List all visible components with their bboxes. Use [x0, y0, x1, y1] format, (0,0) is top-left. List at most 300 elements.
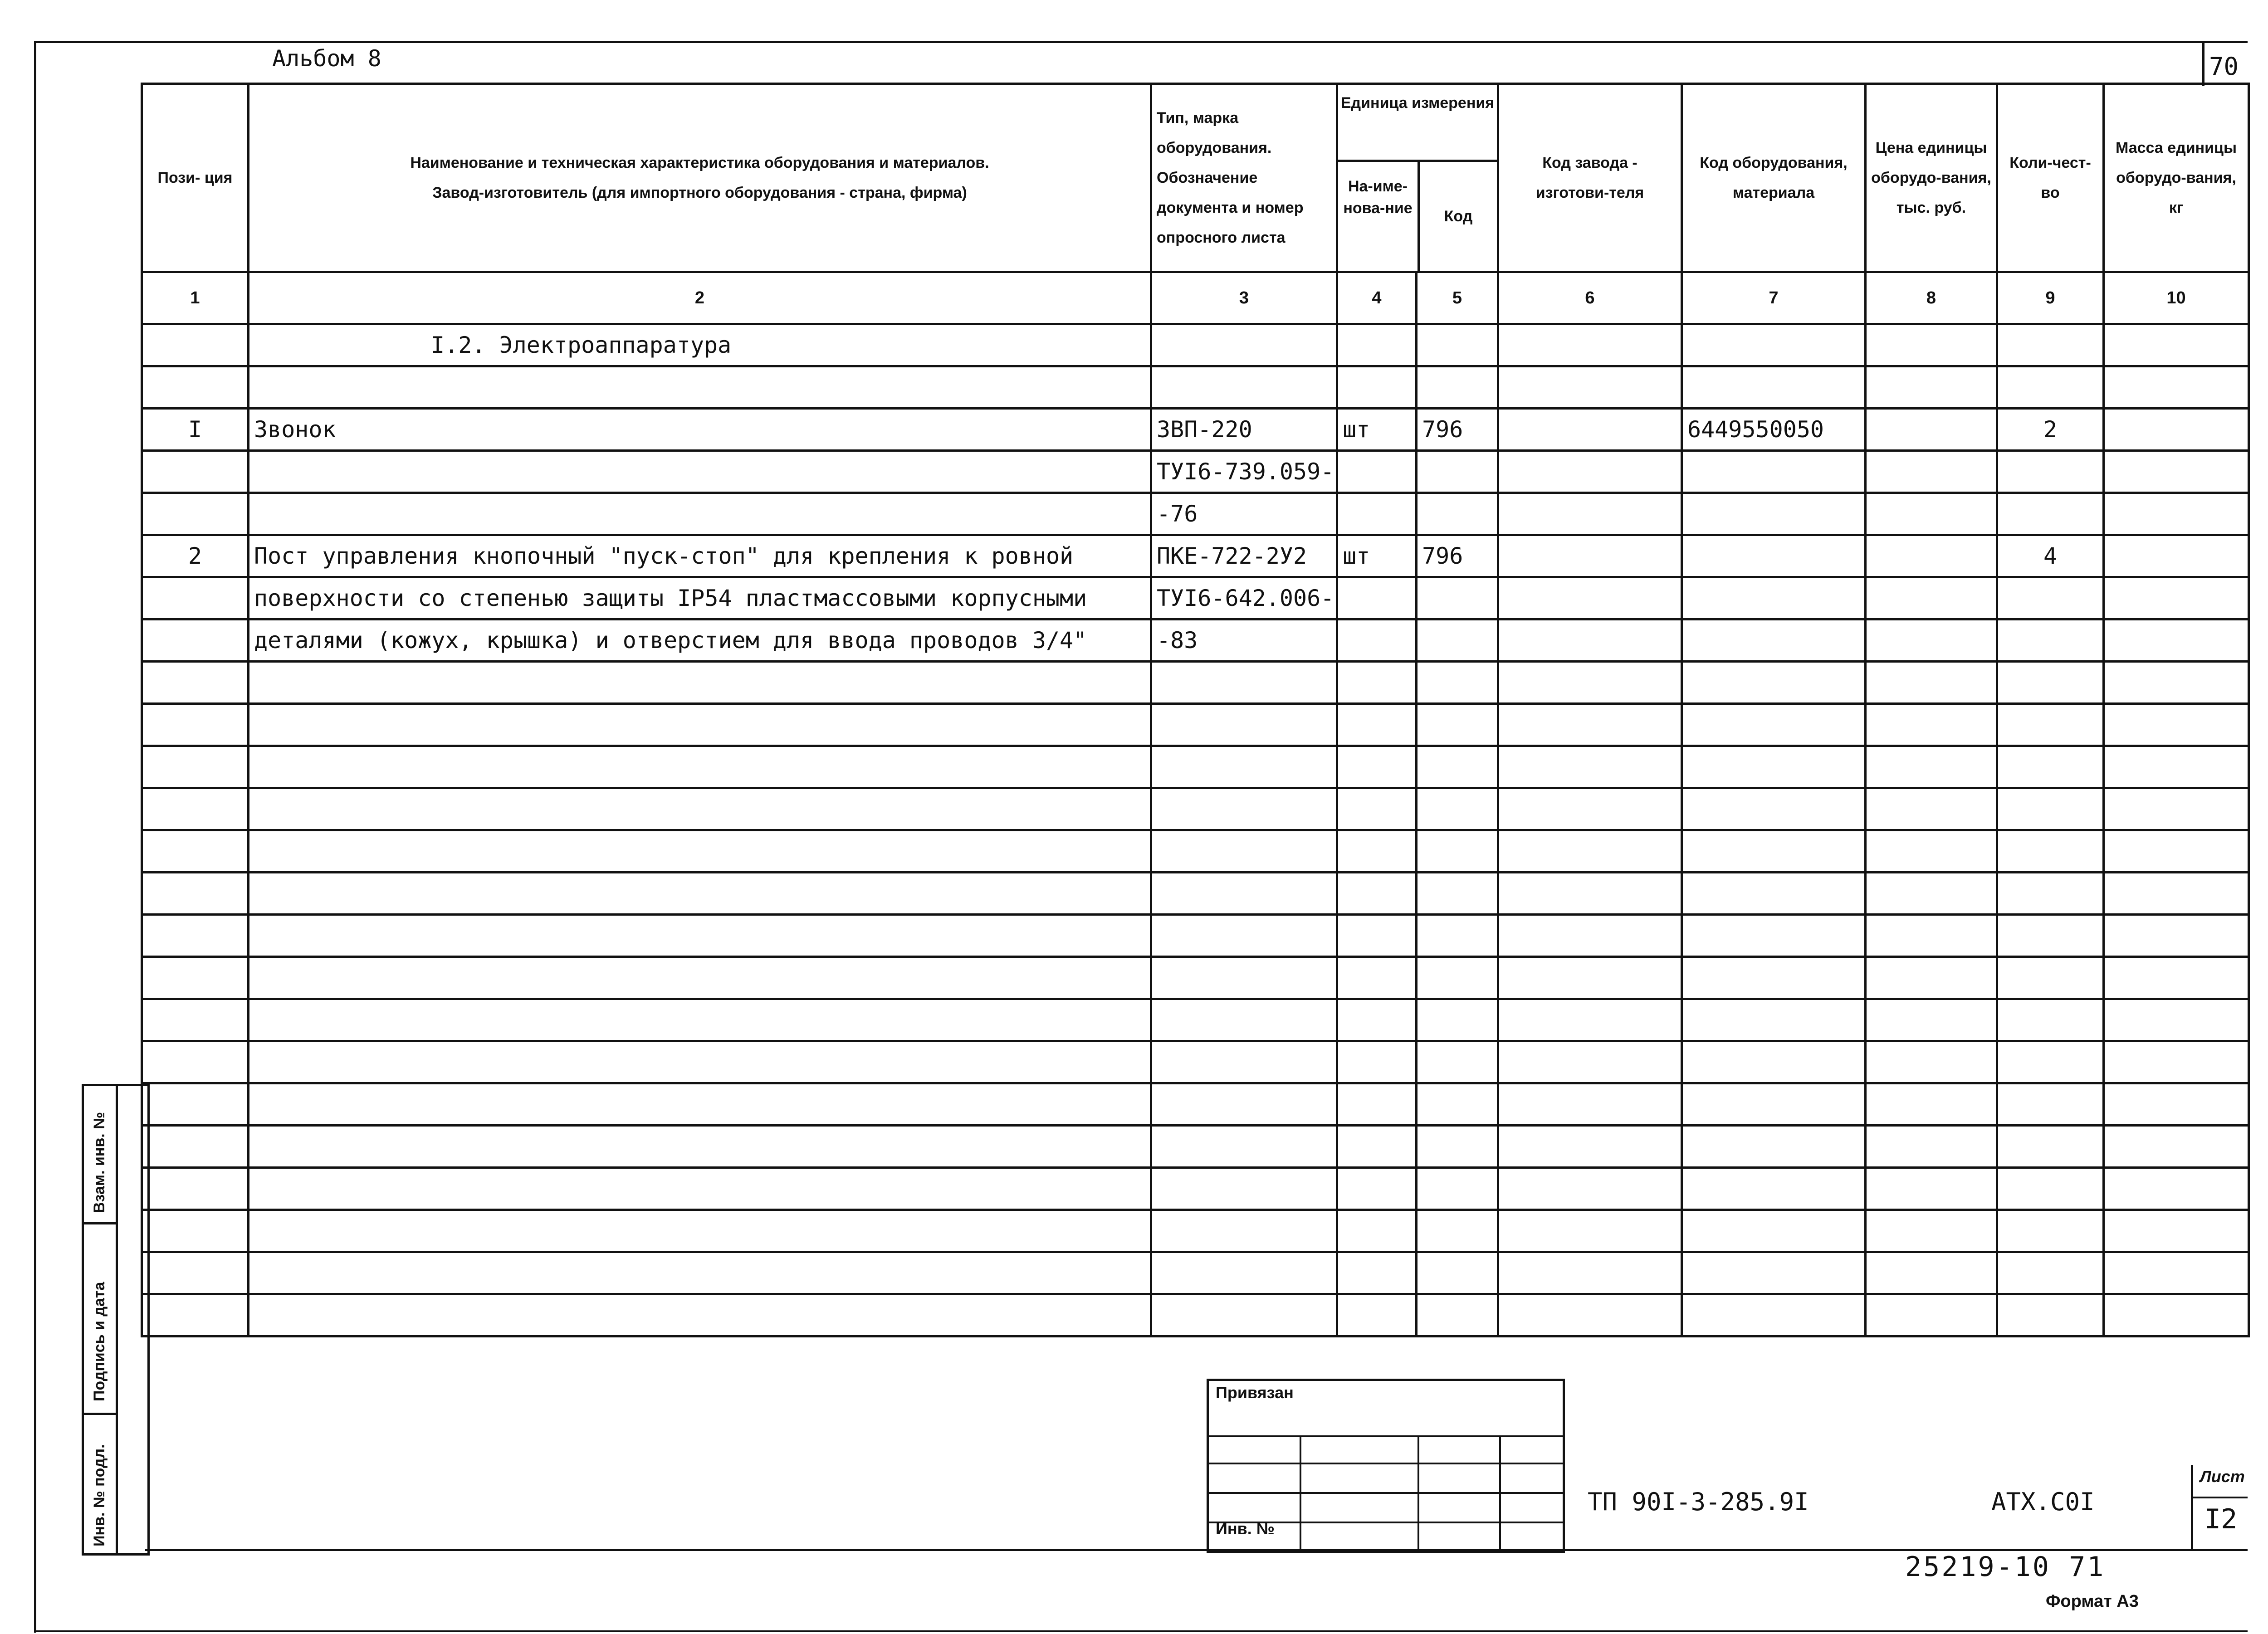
- cell-factory-code: [1498, 1126, 1682, 1168]
- cell-factory-code: [1498, 830, 1682, 873]
- cell-equipment-code: [1682, 915, 1866, 957]
- cell-mass: [2104, 1126, 2249, 1168]
- header-name: Наименование и техническая характеристика оборудования и материалов. Завод-изготовитель (для импортного оборудования - страна, фирма): [249, 84, 1151, 272]
- header-unit-group: Единица измерения: [1338, 85, 1497, 162]
- document-suffix: АТХ.С0I: [1991, 1488, 2095, 1516]
- cell-mass: [2104, 535, 2249, 577]
- cell-factory-code: [1498, 746, 1682, 788]
- header-unit-split: [1338, 85, 1497, 271]
- stamp-strip: [82, 1084, 150, 1556]
- stamp-divider: [116, 1086, 118, 1553]
- cell-position: [142, 1083, 249, 1126]
- cell-mass: [2104, 788, 2249, 830]
- column-number: 1: [142, 272, 249, 324]
- cell-mass: [2104, 662, 2249, 704]
- cell-unit-code: [1417, 577, 1498, 619]
- cell-price: [1866, 451, 1997, 493]
- header-unit-name: На-име-нова-ние: [1338, 162, 1420, 271]
- cell-name: [249, 873, 1151, 915]
- stamp-podpis-label: Подпись и дата: [91, 1282, 108, 1401]
- cell-factory-code: [1498, 1083, 1682, 1126]
- cell-name: [249, 1294, 1151, 1336]
- cell-unit-code: [1417, 788, 1498, 830]
- cell-factory-code: [1498, 873, 1682, 915]
- table-row: [142, 1041, 2249, 1083]
- sheet-number: I2: [2204, 1503, 2238, 1535]
- cell-equipment-code: [1682, 999, 1866, 1041]
- sheet-box-rule: [2191, 1497, 2248, 1498]
- cell-type: [1151, 366, 1337, 409]
- cell-equipment-code: [1682, 619, 1866, 662]
- cell-unit-code: [1417, 493, 1498, 535]
- cell-name: [249, 493, 1151, 535]
- cell-type: [1151, 915, 1337, 957]
- cell-name: [249, 662, 1151, 704]
- table-row: [142, 999, 2249, 1041]
- cell-price: [1866, 324, 1997, 366]
- cell-unit: [1337, 873, 1417, 915]
- column-number: 9: [1997, 272, 2104, 324]
- cell-type: [1151, 1041, 1337, 1083]
- bound-box-divider: [1499, 1435, 1501, 1551]
- cell-quantity: [1997, 788, 2104, 830]
- cell-quantity: [1997, 999, 2104, 1041]
- stamp-inv-podl-label: Инв. № подл.: [91, 1444, 108, 1546]
- cell-unit-code: [1417, 1210, 1498, 1252]
- cell-price: [1866, 619, 1997, 662]
- cell-mass: [2104, 957, 2249, 999]
- cell-unit: [1337, 746, 1417, 788]
- cell-price: [1866, 1210, 1997, 1252]
- cell-equipment-code: [1682, 1210, 1866, 1252]
- cell-factory-code: [1498, 704, 1682, 746]
- cell-unit-code: [1417, 324, 1498, 366]
- cell-position: [142, 1126, 249, 1168]
- cell-position: [142, 788, 249, 830]
- cell-price: [1866, 746, 1997, 788]
- column-number: 3: [1151, 272, 1337, 324]
- cell-factory-code: [1498, 409, 1682, 451]
- cell-mass: [2104, 577, 2249, 619]
- cell-name: [249, 999, 1151, 1041]
- cell-price: [1866, 915, 1997, 957]
- cell-unit: [1337, 704, 1417, 746]
- cell-quantity: [1997, 1210, 2104, 1252]
- cell-type: ПКЕ-722-2У2: [1151, 535, 1337, 577]
- table-row: [142, 704, 2249, 746]
- cell-quantity: 4: [1997, 535, 2104, 577]
- cell-position: [142, 746, 249, 788]
- cell-unit-code: [1417, 1294, 1498, 1336]
- cell-name: [249, 1210, 1151, 1252]
- cell-price: [1866, 1294, 1997, 1336]
- cell-type: [1151, 662, 1337, 704]
- cell-factory-code: [1498, 1294, 1682, 1336]
- cell-unit: [1337, 451, 1417, 493]
- cell-position: [142, 577, 249, 619]
- header-quantity: Коли-чест-во: [1997, 84, 2104, 272]
- cell-mass: [2104, 1041, 2249, 1083]
- cell-position: [142, 957, 249, 999]
- cell-unit: [1337, 577, 1417, 619]
- table-row: [142, 324, 2249, 366]
- cell-mass: [2104, 451, 2249, 493]
- bound-box-rule: [1209, 1492, 1563, 1494]
- cell-type: [1151, 1252, 1337, 1294]
- table-row: [142, 493, 2249, 535]
- cell-unit: [1337, 1168, 1417, 1210]
- cell-price: [1866, 1252, 1997, 1294]
- cell-price: [1866, 535, 1997, 577]
- cell-factory-code: [1498, 662, 1682, 704]
- cell-factory-code: [1498, 493, 1682, 535]
- cell-price: [1866, 957, 1997, 999]
- bound-box-divider: [1300, 1435, 1301, 1551]
- frame-left-border: [34, 41, 36, 1633]
- cell-unit-code: [1417, 1252, 1498, 1294]
- cell-position: [142, 873, 249, 915]
- cell-mass: [2104, 999, 2249, 1041]
- cell-quantity: [1997, 1168, 2104, 1210]
- cell-unit-code: 796: [1417, 535, 1498, 577]
- cell-price: [1866, 999, 1997, 1041]
- cell-type: [1151, 830, 1337, 873]
- cell-name: [249, 830, 1151, 873]
- cell-name: [249, 366, 1151, 409]
- header-factory-code: Код завода - изготови-теля: [1498, 84, 1682, 272]
- sheet-label: Лист: [2200, 1467, 2245, 1486]
- cell-unit-code: [1417, 704, 1498, 746]
- cell-quantity: [1997, 1083, 2104, 1126]
- bottom-border: [34, 1630, 2248, 1632]
- cell-unit: [1337, 999, 1417, 1041]
- cell-name: Звонок: [249, 409, 1151, 451]
- cell-quantity: [1997, 1294, 2104, 1336]
- cell-position: [142, 1252, 249, 1294]
- cell-name: [249, 1083, 1151, 1126]
- document-code: ТП 90I-3-285.9I: [1588, 1488, 1809, 1516]
- cell-quantity: [1997, 830, 2104, 873]
- stamp-cell-podpis: [84, 1224, 116, 1415]
- cell-position: [142, 1168, 249, 1210]
- cell-factory-code: [1498, 915, 1682, 957]
- cell-quantity: [1997, 324, 2104, 366]
- cell-price: [1866, 830, 1997, 873]
- cell-unit-code: 796: [1417, 409, 1498, 451]
- cell-position: [142, 662, 249, 704]
- table-header-row: [142, 84, 2249, 272]
- table-row: [142, 788, 2249, 830]
- column-number: 2: [249, 272, 1151, 324]
- cell-position: [142, 493, 249, 535]
- cell-equipment-code: [1682, 535, 1866, 577]
- cell-quantity: [1997, 873, 2104, 915]
- bound-box-rule: [1209, 1463, 1563, 1464]
- header-equipment-code: Код оборудования, материала: [1682, 84, 1866, 272]
- cell-position: [142, 704, 249, 746]
- cell-mass: [2104, 1252, 2249, 1294]
- bound-label: Привязан: [1216, 1383, 1294, 1402]
- cell-price: [1866, 366, 1997, 409]
- cell-unit: [1337, 493, 1417, 535]
- cell-name: [249, 957, 1151, 999]
- cell-type: ТУI6-739.059-: [1151, 451, 1337, 493]
- column-number: 6: [1498, 272, 1682, 324]
- header-type: Тип, марка оборудования. Обозначение документа и номер опросного листа: [1151, 84, 1337, 272]
- cell-position: [142, 999, 249, 1041]
- cell-mass: [2104, 873, 2249, 915]
- cell-unit-code: [1417, 999, 1498, 1041]
- cell-unit: [1337, 619, 1417, 662]
- cell-position: [142, 451, 249, 493]
- format-label: Формат А3: [2046, 1592, 2139, 1611]
- cell-mass: [2104, 1083, 2249, 1126]
- cell-quantity: [1997, 746, 2104, 788]
- column-number: 10: [2104, 272, 2249, 324]
- cell-price: [1866, 788, 1997, 830]
- cell-type: [1151, 324, 1337, 366]
- table-row: [142, 746, 2249, 788]
- cell-position: [142, 619, 249, 662]
- cell-factory-code: [1498, 957, 1682, 999]
- cell-price: [1866, 1168, 1997, 1210]
- cell-name: деталями (кожух, крышка) и отверстием для ввода проводов 3/4": [249, 619, 1151, 662]
- stamp-cell-vzam: [84, 1086, 116, 1224]
- cell-quantity: [1997, 451, 2104, 493]
- column-number: 7: [1682, 272, 1866, 324]
- cell-type: ТУI6-642.006-: [1151, 577, 1337, 619]
- table-row: [142, 535, 2249, 577]
- cell-price: [1866, 577, 1997, 619]
- page-number: 70: [2209, 52, 2239, 81]
- cell-unit-code: [1417, 957, 1498, 999]
- cell-quantity: [1997, 662, 2104, 704]
- cell-price: [1866, 1083, 1997, 1126]
- cell-equipment-code: [1682, 493, 1866, 535]
- cell-unit-code: [1417, 873, 1498, 915]
- table-row: [142, 662, 2249, 704]
- header-unit-code: Код: [1444, 208, 1473, 225]
- cell-factory-code: [1498, 1210, 1682, 1252]
- cell-unit-code: [1417, 1083, 1498, 1126]
- cell-position: [142, 366, 249, 409]
- cell-equipment-code: [1682, 830, 1866, 873]
- bound-box-rule: [1209, 1435, 1563, 1437]
- cell-mass: [2104, 1168, 2249, 1210]
- bound-box-divider: [1418, 1435, 1419, 1551]
- cell-quantity: [1997, 704, 2104, 746]
- table-row: [142, 577, 2249, 619]
- cell-unit-code: [1417, 1041, 1498, 1083]
- cell-quantity: [1997, 493, 2104, 535]
- table-row: [142, 1126, 2249, 1168]
- cell-quantity: [1997, 619, 2104, 662]
- cell-unit-code: [1417, 662, 1498, 704]
- cell-mass: [2104, 409, 2249, 451]
- cell-type: [1151, 1083, 1337, 1126]
- cell-price: [1866, 704, 1997, 746]
- cell-quantity: [1997, 1126, 2104, 1168]
- cell-unit: шт: [1337, 409, 1417, 451]
- cell-name: I.2. Электроаппаратура: [249, 324, 1151, 366]
- stamp-cell-inv-podl: [84, 1415, 116, 1551]
- cell-name: [249, 788, 1151, 830]
- cell-equipment-code: [1682, 451, 1866, 493]
- cell-factory-code: [1498, 451, 1682, 493]
- table-row: [142, 1252, 2249, 1294]
- cell-type: [1151, 746, 1337, 788]
- cell-type: [1151, 999, 1337, 1041]
- cell-unit: [1337, 1083, 1417, 1126]
- table-row: [142, 1210, 2249, 1252]
- cell-position: [142, 324, 249, 366]
- cell-unit-code: [1417, 1168, 1498, 1210]
- cell-unit-code: [1417, 366, 1498, 409]
- cell-factory-code: [1498, 1252, 1682, 1294]
- cell-mass: [2104, 830, 2249, 873]
- cell-unit: [1337, 957, 1417, 999]
- cell-equipment-code: [1682, 1041, 1866, 1083]
- cell-factory-code: [1498, 1168, 1682, 1210]
- cell-equipment-code: [1682, 957, 1866, 999]
- cell-type: [1151, 1210, 1337, 1252]
- stamp-vzam-label: Взам. инв. №: [91, 1112, 108, 1213]
- table-row: [142, 830, 2249, 873]
- cell-name: Пост управления кнопочный "пуск-стоп" для крепления к ровной: [249, 535, 1151, 577]
- cell-unit: [1337, 324, 1417, 366]
- cell-type: -83: [1151, 619, 1337, 662]
- cell-name: [249, 1126, 1151, 1168]
- table-row: [142, 409, 2249, 451]
- header-mass: Масса единицы оборудо-вания, кг: [2104, 84, 2249, 272]
- cell-type: -76: [1151, 493, 1337, 535]
- cell-name: [249, 746, 1151, 788]
- cell-price: [1866, 409, 1997, 451]
- cell-name: поверхности со степенью защиты IP54 пластмассовыми корпусными: [249, 577, 1151, 619]
- cell-equipment-code: [1682, 704, 1866, 746]
- cell-quantity: [1997, 1252, 2104, 1294]
- table-row: [142, 1294, 2249, 1336]
- cell-mass: [2104, 704, 2249, 746]
- column-number: 4: [1337, 272, 1417, 324]
- table-row: [142, 915, 2249, 957]
- cell-unit-code: [1417, 451, 1498, 493]
- cell-unit: [1337, 1126, 1417, 1168]
- inventory-label: Инв. №: [1216, 1519, 1275, 1538]
- archive-number: 25219-10 71: [1905, 1551, 2106, 1583]
- cell-factory-code: [1498, 324, 1682, 366]
- cell-equipment-code: [1682, 788, 1866, 830]
- cell-unit: [1337, 662, 1417, 704]
- cell-equipment-code: [1682, 746, 1866, 788]
- cell-quantity: [1997, 915, 2104, 957]
- cell-position: [142, 830, 249, 873]
- table-row: [142, 1168, 2249, 1210]
- cell-equipment-code: [1682, 1083, 1866, 1126]
- cell-unit: [1337, 1252, 1417, 1294]
- cell-mass: [2104, 1294, 2249, 1336]
- specification-body: [142, 324, 2249, 1336]
- table-row: [142, 451, 2249, 493]
- cell-unit: [1337, 915, 1417, 957]
- cell-name: [249, 1041, 1151, 1083]
- cell-equipment-code: [1682, 662, 1866, 704]
- cell-factory-code: [1498, 619, 1682, 662]
- cell-quantity: [1997, 577, 2104, 619]
- cell-factory-code: [1498, 999, 1682, 1041]
- cell-unit-code: [1417, 619, 1498, 662]
- cell-type: [1151, 1168, 1337, 1210]
- frame-top-border: [34, 41, 2248, 43]
- cell-equipment-code: [1682, 1294, 1866, 1336]
- specification-table: [141, 83, 2250, 1337]
- cell-type: [1151, 873, 1337, 915]
- album-label: Альбом 8: [272, 45, 381, 72]
- cell-quantity: [1997, 1041, 2104, 1083]
- cell-unit: [1337, 830, 1417, 873]
- cell-unit: [1337, 1294, 1417, 1336]
- column-number: 5: [1417, 272, 1498, 324]
- cell-unit: [1337, 788, 1417, 830]
- cell-unit-code: [1417, 915, 1498, 957]
- cell-type: [1151, 1294, 1337, 1336]
- cell-unit-code: [1417, 830, 1498, 873]
- cell-type: [1151, 957, 1337, 999]
- cell-mass: [2104, 324, 2249, 366]
- cell-type: [1151, 788, 1337, 830]
- cell-mass: [2104, 915, 2249, 957]
- cell-type: [1151, 704, 1337, 746]
- cell-unit: [1337, 1210, 1417, 1252]
- cell-factory-code: [1498, 535, 1682, 577]
- cell-equipment-code: [1682, 366, 1866, 409]
- cell-mass: [2104, 1210, 2249, 1252]
- cell-name: [249, 704, 1151, 746]
- cell-equipment-code: [1682, 577, 1866, 619]
- table-row: [142, 873, 2249, 915]
- cell-equipment-code: [1682, 873, 1866, 915]
- cell-quantity: [1997, 366, 2104, 409]
- cell-quantity: 2: [1997, 409, 2104, 451]
- cell-factory-code: [1498, 788, 1682, 830]
- header-position: Пози- ция: [142, 84, 249, 272]
- cell-price: [1866, 1041, 1997, 1083]
- table-row: [142, 957, 2249, 999]
- cell-mass: [2104, 746, 2249, 788]
- cell-price: [1866, 873, 1997, 915]
- cell-price: [1866, 1126, 1997, 1168]
- cell-mass: [2104, 366, 2249, 409]
- cell-unit-code: [1417, 1126, 1498, 1168]
- cell-equipment-code: [1682, 1252, 1866, 1294]
- cell-equipment-code: [1682, 1126, 1866, 1168]
- table-row: [142, 1083, 2249, 1126]
- column-number: 8: [1866, 272, 1997, 324]
- cell-equipment-code: [1682, 1168, 1866, 1210]
- header-price: Цена единицы оборудо-вания, тыс. руб.: [1866, 84, 1997, 272]
- header-unit-sub: [1338, 162, 1497, 271]
- cell-unit: [1337, 1041, 1417, 1083]
- cell-factory-code: [1498, 366, 1682, 409]
- cell-mass: [2104, 493, 2249, 535]
- cell-position: [142, 915, 249, 957]
- cell-unit: [1337, 366, 1417, 409]
- cell-unit: шт: [1337, 535, 1417, 577]
- cell-factory-code: [1498, 577, 1682, 619]
- cell-name: [249, 1252, 1151, 1294]
- column-number-row: [142, 272, 2249, 324]
- cell-name: [249, 451, 1151, 493]
